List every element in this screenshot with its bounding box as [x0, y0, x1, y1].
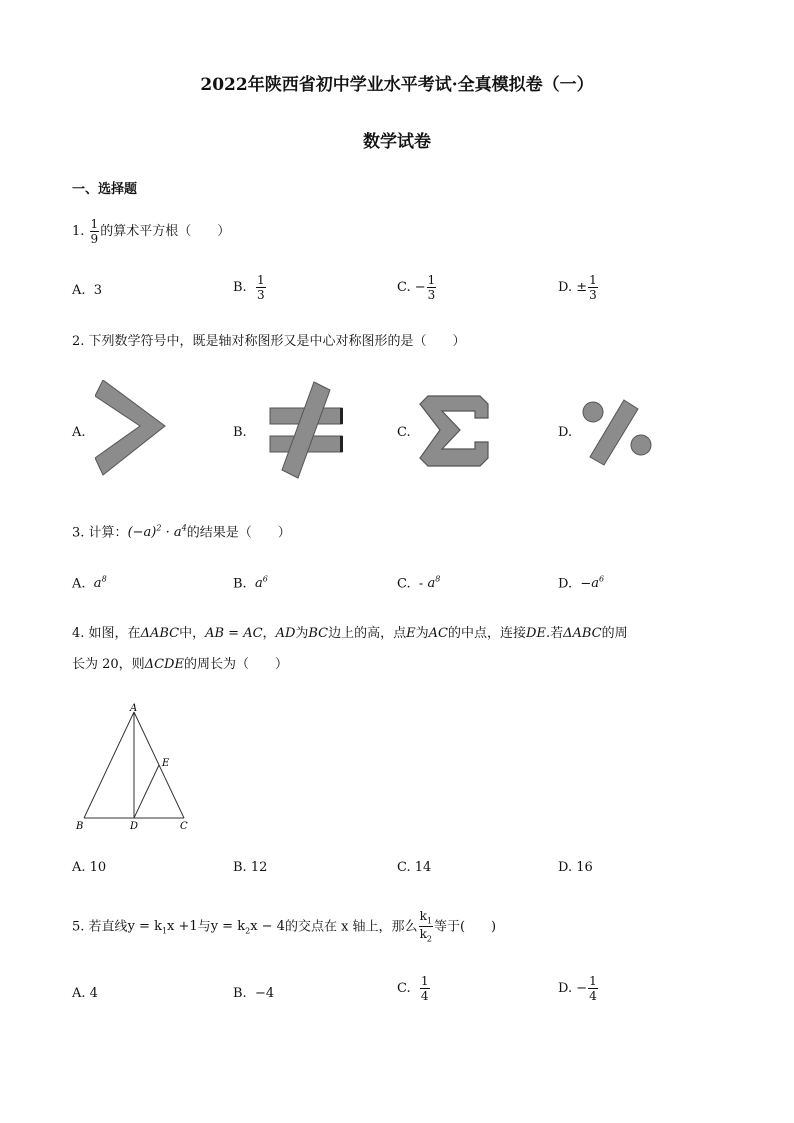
q1-option-a[interactable]: A. 3 [72, 283, 103, 298]
vertex-label-a: A [130, 703, 138, 714]
greater-than-chevron-icon [95, 380, 170, 480]
question-1 [72, 218, 230, 245]
q5-option-c[interactable]: C. $\frac{1}{4}$ [397, 974, 429, 1003]
sigma-sign-icon [418, 394, 493, 470]
paper-subtitle: 数学试卷 [363, 132, 431, 152]
math-expression: $(-a)^2 \cdot a^4$ [127, 524, 187, 541]
q3-option-c[interactable]: C. - $a^8$ [397, 575, 441, 592]
question-number: 2. [72, 334, 85, 349]
question-number: 3. [72, 525, 85, 541]
segment-de [134, 765, 159, 818]
section-heading: 一、选择题 [72, 182, 138, 197]
q2-option-b-label[interactable]: B. [233, 425, 247, 440]
q5-option-a[interactable]: A. 4 [72, 986, 98, 1001]
q4-option-c[interactable]: C. 14 [397, 860, 432, 875]
k-ratio-fraction: $\frac{k_1}{k_2}$ [419, 909, 432, 944]
q4-option-d[interactable]: D. 16 [558, 860, 593, 875]
question-2 [72, 333, 466, 351]
vertex-label-c: C [180, 821, 188, 832]
question-number: 1. [72, 224, 85, 239]
fraction: $\frac{1}{9}$ [90, 217, 99, 246]
q3-option-d[interactable]: D. $-a^6$ [558, 575, 605, 592]
q1-option-c[interactable]: C. − $\frac{1}{3}$ [397, 273, 436, 302]
question-5: 5. 若直线$y = k_1x +1$与$y = k_2x - 4$的交点在 x 轴上，那么 $\frac{k_1}{k_2}$ 等于( ) [72, 909, 497, 944]
question-4-line-1: 4. 如图，在ΔABC中，AB = AC，AD为BC边上的高，点E为AC的中点，连接DE.若ΔABC的周 [72, 626, 628, 641]
vertex-label-e: E [162, 758, 170, 769]
equation-2: $y = k_2x - 4$ [210, 919, 285, 936]
q2-option-c-label[interactable]: C. [397, 425, 411, 440]
q1-option-b[interactable]: B. $\frac{1}{3}$ [233, 273, 265, 302]
percent-sign-icon [578, 395, 658, 469]
question-number: 5. [72, 919, 85, 935]
exam-title: 2022年陕西省初中学业水平考试·全真模拟卷（一） [200, 75, 594, 95]
question-4-line-2: 长为 20，则ΔCDE的周长为（ ） [72, 657, 288, 672]
q5-option-d[interactable]: D. − $\frac{1}{4}$ [558, 974, 597, 1003]
vertex-label-d: D [130, 821, 139, 832]
question-text: 的算术平方根（ ） [100, 224, 231, 239]
triangle-figure [70, 700, 200, 835]
q3-option-b[interactable]: B. $a^6$ [233, 575, 268, 592]
q1-option-d[interactable]: D. ± $\frac{1}{3}$ [558, 273, 597, 302]
question-number: 4. [72, 626, 85, 641]
segment-ab [84, 712, 134, 818]
q2-option-d-label[interactable]: D. [558, 425, 573, 440]
question-text: 下列数学符号中，既是轴对称图形又是中心对称图形的是（ ） [88, 334, 466, 349]
vertex-label-b: B [76, 821, 84, 832]
question-3: 3. 计算：$(-a)^2 \cdot a^4$的结果是（ ） [72, 524, 291, 541]
q2-option-a-label[interactable]: A. [72, 425, 86, 440]
q4-option-b[interactable]: B. 12 [233, 860, 268, 875]
equation-1: $y = k_1x +1$ [127, 919, 198, 936]
q3-option-a[interactable]: A. $a^8$ [72, 575, 107, 592]
q5-option-b[interactable]: B. −4 [233, 986, 275, 1001]
not-equal-sign-icon [262, 378, 350, 482]
q4-option-a[interactable]: A. 10 [72, 860, 107, 875]
